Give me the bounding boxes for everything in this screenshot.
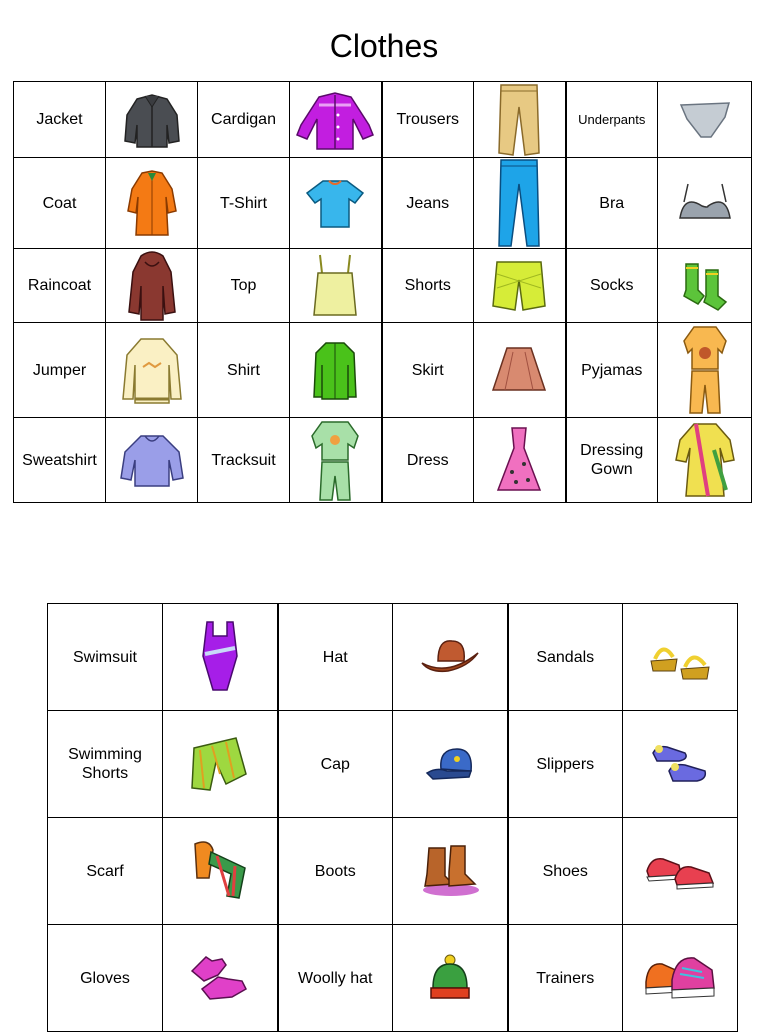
- label-shirt: Shirt: [198, 323, 290, 418]
- skirt-icon: [474, 323, 566, 418]
- shirt-icon: [290, 323, 382, 418]
- label-swimsuit: Swimsuit: [48, 604, 163, 711]
- underpants-icon: [658, 82, 752, 158]
- swimming-shorts-icon: [163, 711, 278, 818]
- label-trousers: Trousers: [382, 82, 474, 158]
- label-sweatshirt: Sweatshirt: [14, 418, 106, 503]
- label-slippers: Slippers: [508, 711, 623, 818]
- label-pyjamas: Pyjamas: [566, 323, 658, 418]
- shoes-icon: [623, 818, 738, 925]
- label-boots: Boots: [278, 818, 393, 925]
- cardigan-icon: [290, 82, 382, 158]
- accessories-table: [47, 603, 738, 1032]
- label-sandals: Sandals: [508, 604, 623, 711]
- label-coat: Coat: [14, 158, 106, 249]
- cap-icon: [393, 711, 508, 818]
- sandals-icon: [623, 604, 738, 711]
- label-raincoat: Raincoat: [14, 249, 106, 323]
- label-tracksuit: Tracksuit: [198, 418, 290, 503]
- jeans-icon: [474, 158, 566, 249]
- page-title: Clothes: [329, 28, 439, 64]
- socks-icon: [658, 249, 752, 323]
- label-swimming-shorts: Swimming Shorts: [48, 711, 163, 818]
- pyjamas-icon: [658, 323, 752, 418]
- label-gloves: Gloves: [48, 925, 163, 1032]
- label-jacket: Jacket: [14, 82, 106, 158]
- label-cardigan: Cardigan: [198, 82, 290, 158]
- label-scarf: Scarf: [48, 818, 163, 925]
- coat-icon: [106, 158, 198, 249]
- tracksuit-icon: [290, 418, 382, 503]
- clothes-table: [13, 81, 752, 503]
- label-hat: Hat: [278, 604, 393, 711]
- label-skirt: Skirt: [382, 323, 474, 418]
- label-dress: Dress: [382, 418, 474, 503]
- boots-icon: [393, 818, 508, 925]
- sweatshirt-icon: [106, 418, 198, 503]
- trainers-icon: [623, 925, 738, 1032]
- dress-icon: [474, 418, 566, 503]
- label-jeans: Jeans: [382, 158, 474, 249]
- label-woolly-hat: Woolly hat: [278, 925, 393, 1032]
- label-dressing-gown: Dressing Gown: [566, 418, 658, 503]
- top-icon: [290, 249, 382, 323]
- jumper-icon: [106, 323, 198, 418]
- label-underpants: Underpants: [566, 82, 658, 158]
- bra-icon: [658, 158, 752, 249]
- label-socks: Socks: [566, 249, 658, 323]
- dressing-gown-icon: [658, 418, 752, 503]
- label-bra: Bra: [566, 158, 658, 249]
- label-trainers: Trainers: [508, 925, 623, 1032]
- tshirt-icon: [290, 158, 382, 249]
- label-jumper: Jumper: [14, 323, 106, 418]
- jacket-icon: [106, 82, 198, 158]
- swimsuit-icon: [163, 604, 278, 711]
- shorts-icon: [474, 249, 566, 323]
- slippers-icon: [623, 711, 738, 818]
- label-shorts: Shorts: [382, 249, 474, 323]
- label-tshirt: T-Shirt: [198, 158, 290, 249]
- label-shoes: Shoes: [508, 818, 623, 925]
- woolly-hat-icon: [393, 925, 508, 1032]
- raincoat-icon: [106, 249, 198, 323]
- hat-icon: [393, 604, 508, 711]
- label-cap: Cap: [278, 711, 393, 818]
- trousers-icon: [474, 82, 566, 158]
- gloves-icon: [163, 925, 278, 1032]
- scarf-icon: [163, 818, 278, 925]
- label-top: Top: [198, 249, 290, 323]
